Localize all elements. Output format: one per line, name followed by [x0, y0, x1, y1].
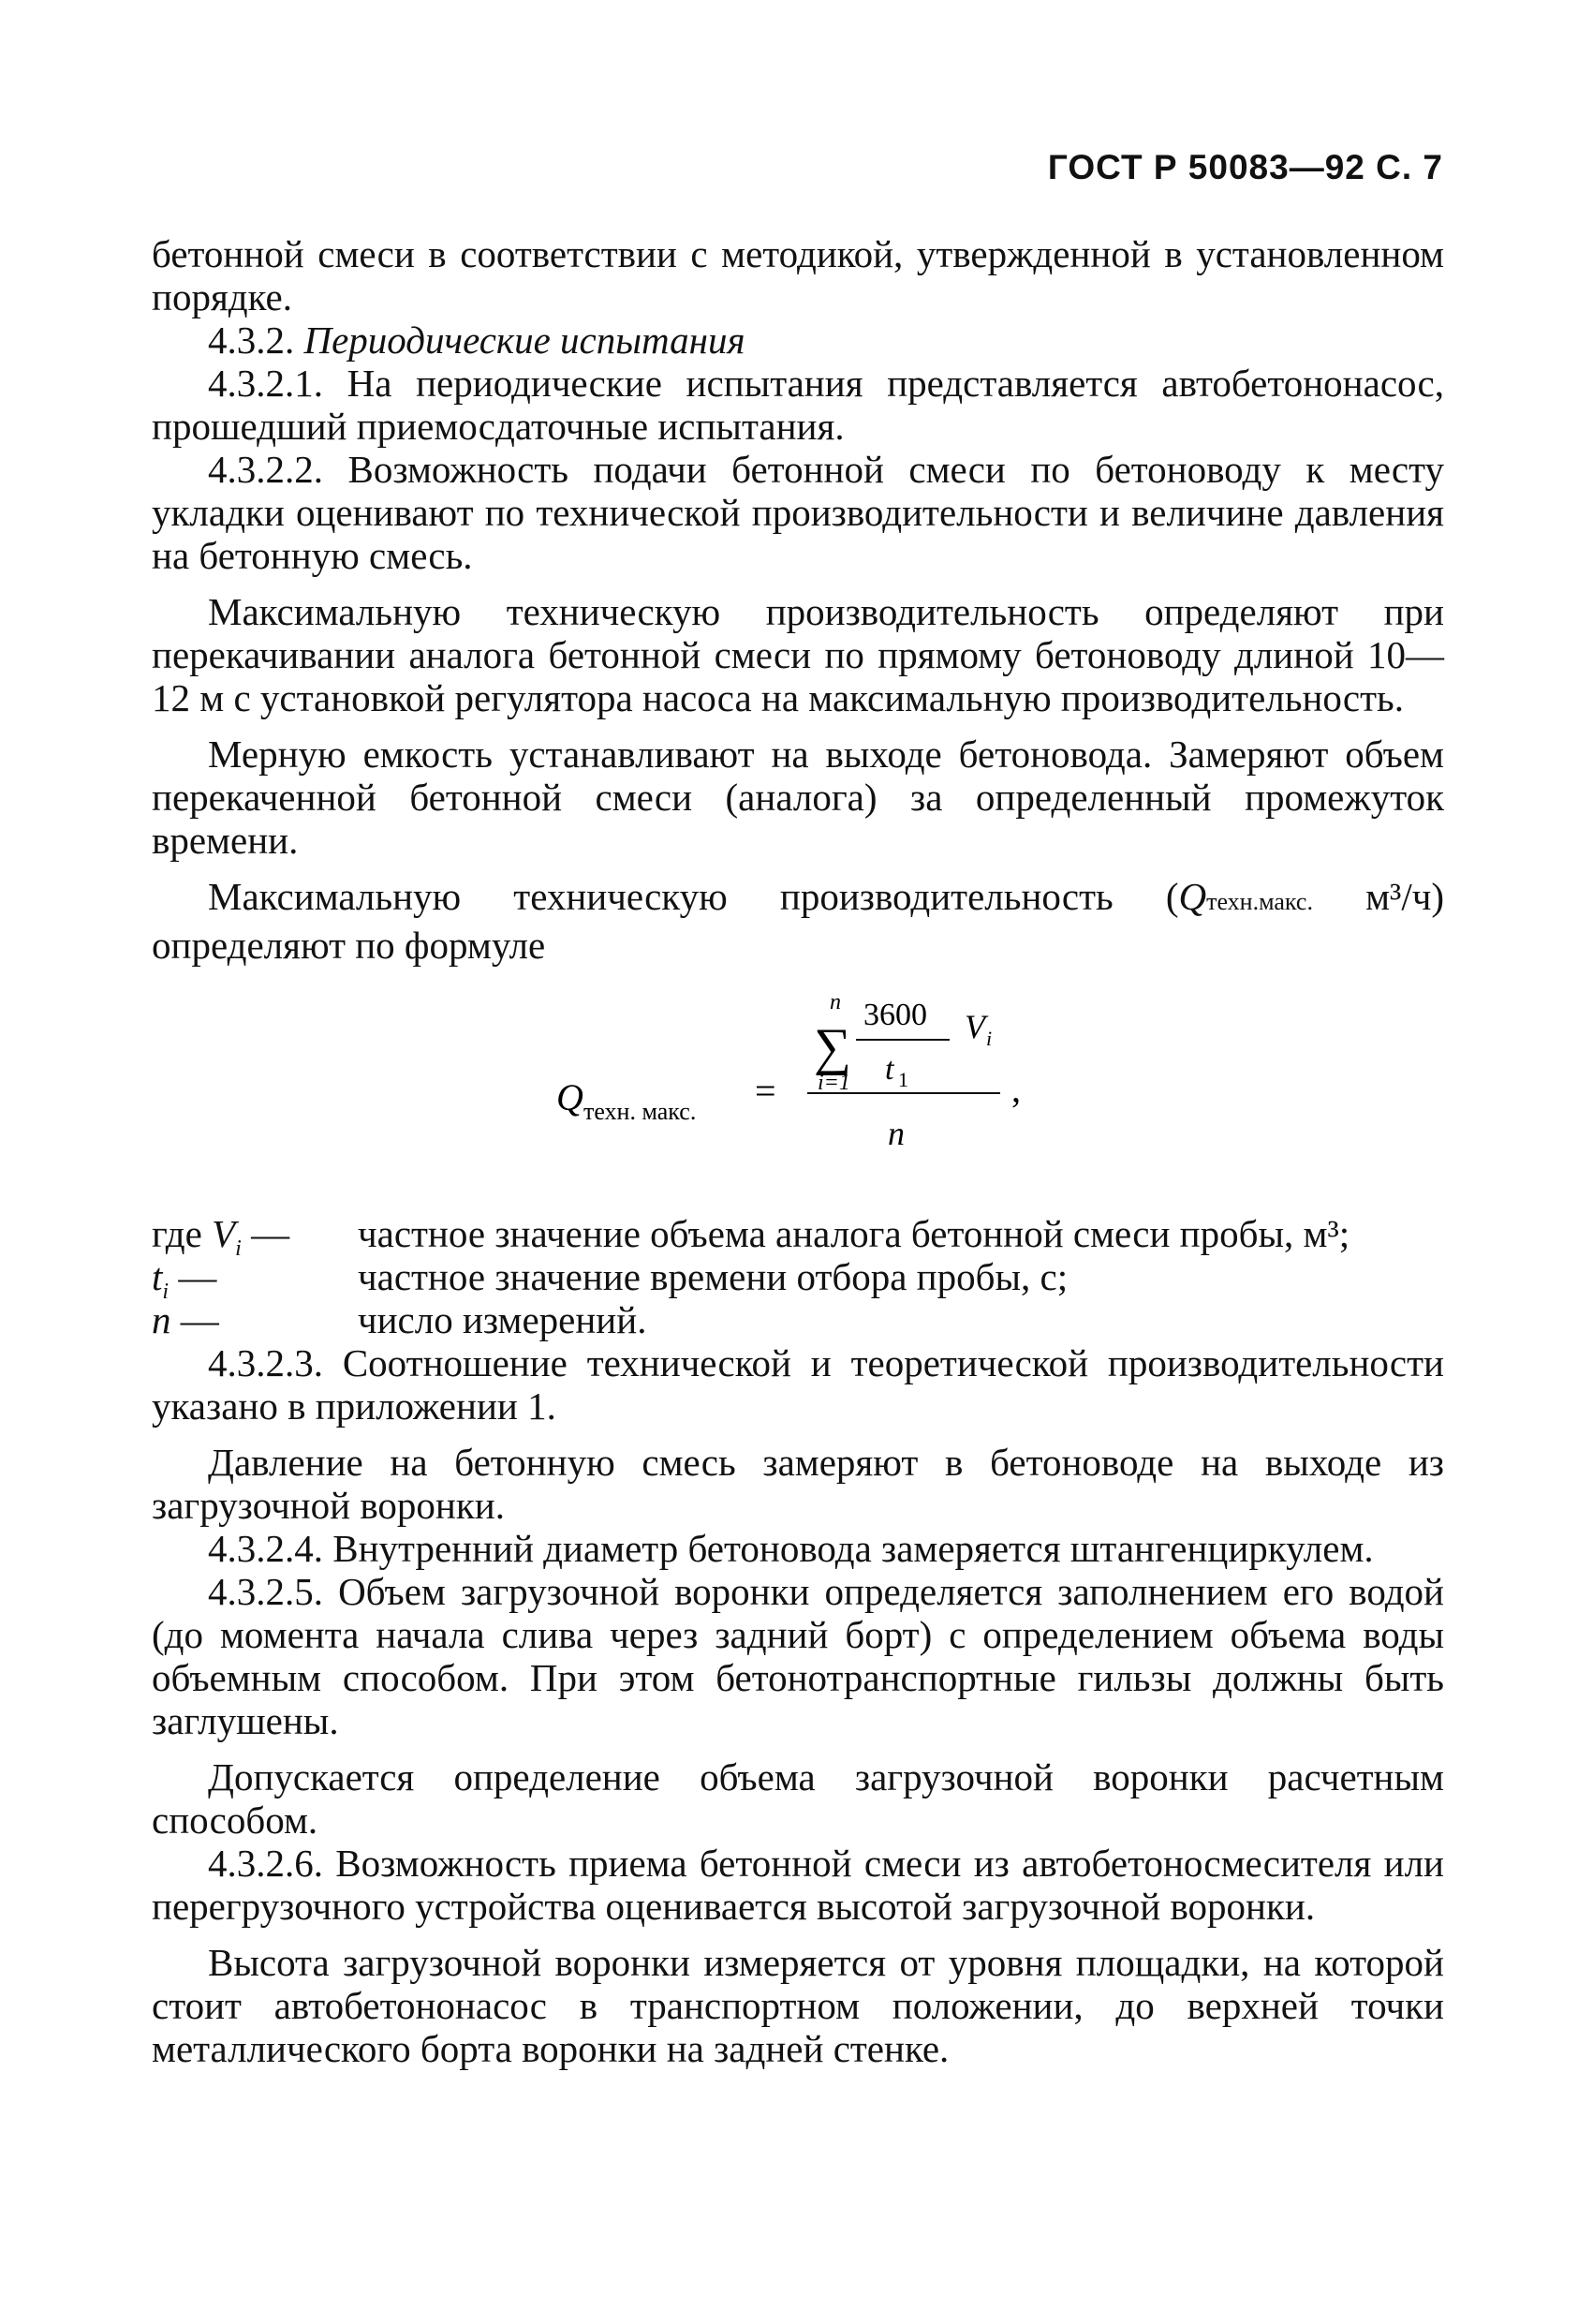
- definition-v: [152, 1212, 1444, 1262]
- paragraph-calculation-allowed: Допускается определение объема загрузочной воронки расчетным способом.: [152, 1755, 1444, 1842]
- paragraph-4-3-2-1: 4.3.2.1. На периодические испытания представляется автобетононасос, прошедший приемосдаточные испытания.: [152, 362, 1444, 448]
- paragraph-4-3-2-4: 4.3.2.4. Внутренний диаметр бетоновода замеряется штангенциркулем.: [208, 1527, 1374, 1570]
- page-header: ГОСТ Р 50083—92 С. 7: [1047, 148, 1443, 186]
- v-dash: —: [251, 1212, 290, 1255]
- v-subscript: i: [235, 1236, 242, 1262]
- formula-equals: =: [755, 1070, 776, 1112]
- section-number: 4.3.2.: [208, 318, 295, 362]
- paragraph-continuation: бетонной смеси в соответствии с методикой, утвержденной в установленном порядке.: [152, 232, 1444, 318]
- section-heading: [152, 318, 1444, 362]
- formula-block: [152, 985, 1444, 1195]
- paragraph-4-3-2-6: 4.3.2.6. Возможность приема бетонной смеси из автобетоносмесителя или перегрузочного устройства оценивается высотой загрузочной воронки.: [152, 1842, 1444, 1928]
- definition-n: [152, 1298, 1444, 1341]
- n-description: число измерений.: [358, 1298, 647, 1341]
- q-subscript: техн.макс.: [1206, 888, 1313, 915]
- where-word: где: [152, 1212, 202, 1255]
- section-title: Периодические испытания: [303, 318, 745, 362]
- t-description: частное значение времени отбора пробы, с;: [358, 1255, 1069, 1298]
- sigma-symbol: ∑: [814, 1018, 851, 1076]
- paragraph-4-3-2-5: 4.3.2.5. Объем загрузочной воронки определяется заполнением его водой (до момента начала слива через задний борт) с определением объема воды объемным способом. При этом бетонотранспортные гильзы должны быть заглушены.: [152, 1570, 1444, 1742]
- t-symbol: t: [152, 1255, 163, 1298]
- paragraph-4-3-2-3: 4.3.2.3. Соотношение технической и теоретической производительности указано в приложении 1.: [152, 1341, 1444, 1428]
- formula-v-sub: i: [986, 1027, 993, 1050]
- fraction-numerator: 3600: [863, 998, 927, 1032]
- fraction-denominator-sub: 1: [898, 1068, 908, 1091]
- n-symbol: n: [152, 1298, 171, 1341]
- paragraph-max-productivity: Максимальную техническую производительность определяют при перекачивании аналога бетонной смеси по прямому бетоноводу длиной 10—12 м с установкой регулятора насоса на максимальную производительность.: [152, 590, 1444, 719]
- productivity-formula: [152, 985, 1444, 1195]
- variable-definitions: [152, 1212, 1444, 1341]
- t-dash: —: [178, 1255, 217, 1298]
- paragraph-pressure: Давление на бетонную смесь замеряют в бетоноводе на выходе из загрузочной воронки.: [152, 1441, 1444, 1527]
- paragraph-hopper-height: Высота загрузочной воронки измеряется от уровня площадки, на которой стоит автобетононасос в транспортном положении, до верхней точки металлического борта воронки на задней стенке.: [152, 1941, 1444, 2070]
- paragraph-4-3-2-2: 4.3.2.2. Возможность подачи бетонной смеси по бетоноводу к месту укладки оценивают по технической производительности и величине давления на бетонную смесь.: [152, 448, 1444, 577]
- formula-intro-text: Максимальную техническую производительность (: [208, 875, 1179, 918]
- sum-upper-limit: n: [830, 990, 841, 1014]
- paragraph-measuring-vessel: Мерную емкость устанавливают на выходе бетоновода. Замеряют объем перекаченной бетонной смеси (аналога) за определенный промежуток времени.: [152, 733, 1444, 862]
- v-description: частное значение объема аналога бетонной смеси пробы, м³;: [358, 1212, 1350, 1255]
- q-symbol: Q: [1178, 875, 1207, 918]
- formula-divisor-n: n: [888, 1115, 905, 1152]
- n-dash: —: [180, 1298, 219, 1341]
- sum-lower-limit: i=1: [818, 1071, 850, 1095]
- formula-lhs-subscript: техн. макс.: [583, 1098, 697, 1125]
- formula-intro-tail: м³/ч) определяют по формуле: [152, 875, 1444, 967]
- formula-lhs-q: Q: [556, 1076, 583, 1118]
- definition-n-lead: [152, 1298, 352, 1341]
- fraction-denominator-t: t: [885, 1052, 894, 1087]
- document-body: [152, 232, 1444, 2070]
- formula-v: V: [965, 1008, 985, 1045]
- formula-trailing-comma: ,: [1011, 1068, 1021, 1110]
- t-subscript: i: [162, 1280, 170, 1305]
- paragraph-formula-intro: [152, 875, 1444, 967]
- definition-t: [152, 1255, 1444, 1305]
- v-symbol: V: [212, 1212, 236, 1255]
